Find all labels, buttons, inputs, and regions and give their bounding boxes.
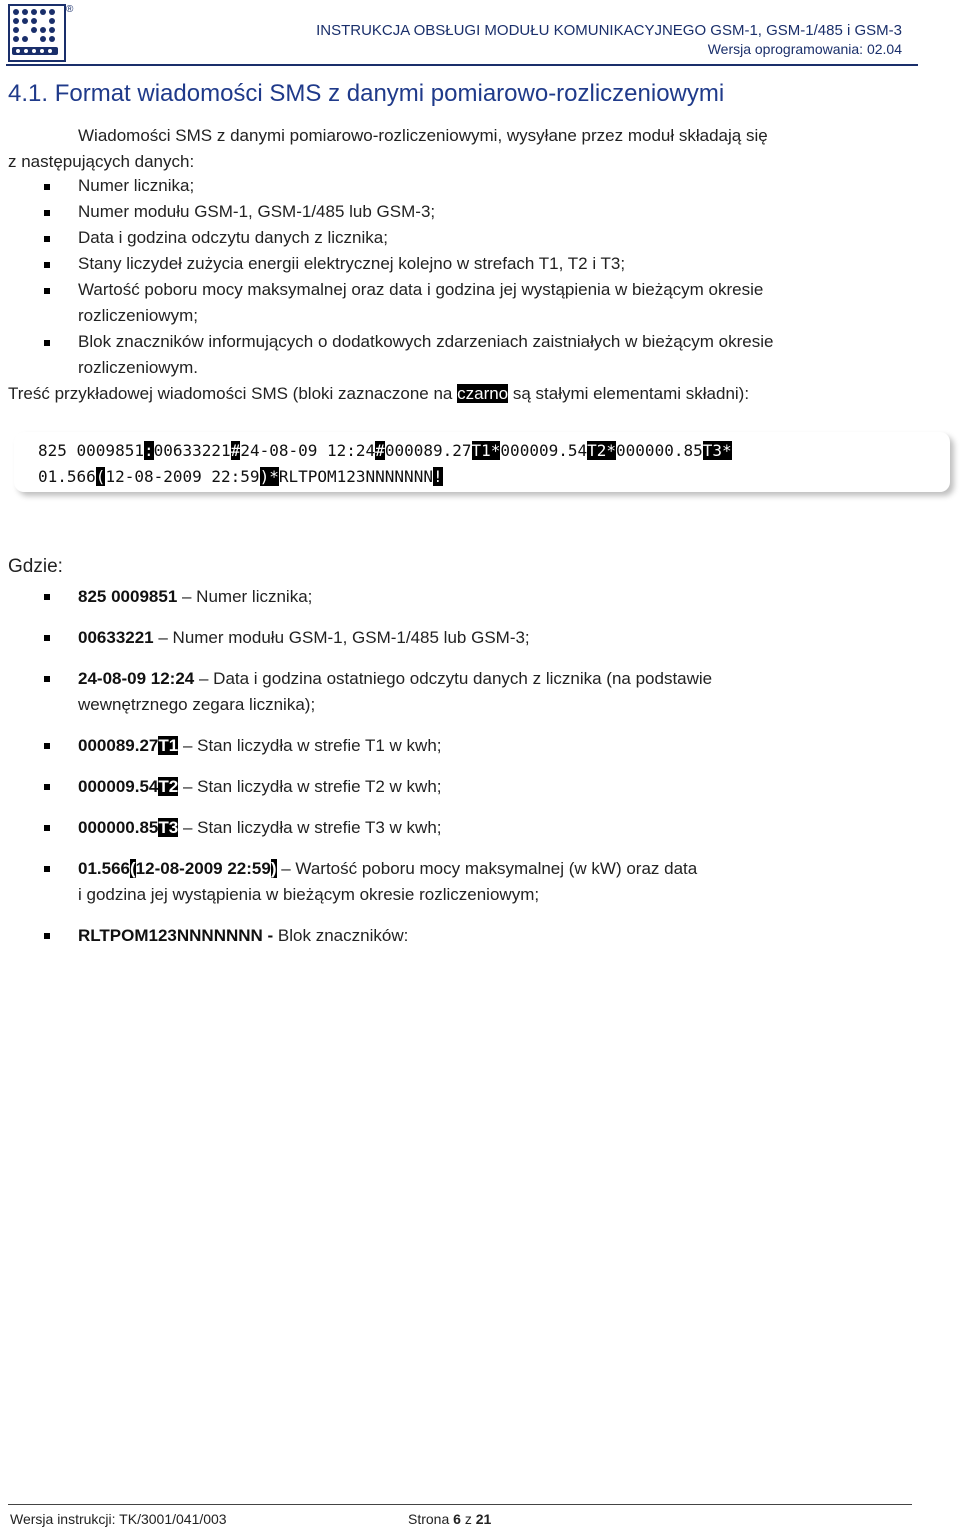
sms-max-power: 01.566 bbox=[38, 467, 96, 486]
bullet-icon bbox=[44, 210, 50, 216]
definition-key: 000000.85 bbox=[78, 818, 159, 837]
definition-text: – Stan liczydła w strefie T2 w kwh; bbox=[178, 777, 442, 796]
bullet-item-continuation: rozliczeniowym; bbox=[78, 306, 198, 325]
sms-separator: # bbox=[230, 441, 241, 460]
footer-divider bbox=[8, 1504, 912, 1505]
definition-marker: T1 bbox=[158, 736, 179, 755]
example-intro bbox=[8, 384, 749, 404]
example-intro-highlight: czarno bbox=[457, 384, 509, 403]
page-label: Strona bbox=[408, 1511, 454, 1527]
definition-item bbox=[78, 736, 442, 756]
total-pages: 21 bbox=[475, 1511, 492, 1527]
definition-marker: ) bbox=[270, 859, 277, 878]
sms-line-1 bbox=[38, 441, 732, 460]
bullet-item: Wartość poboru mocy maksymalnej oraz data i godzina jej wystąpienia w bieżącym okresie bbox=[78, 280, 764, 299]
bullet-item-continuation: rozliczeniowym. bbox=[78, 358, 198, 377]
definition-item bbox=[78, 859, 697, 879]
definition-continuation: wewnętrznego zegara licznika); bbox=[78, 695, 316, 714]
section-title: 4.1. Format wiadomości SMS z danymi pomiarowo-rozliczeniowymi bbox=[8, 80, 725, 107]
definition-key: 825 0009851 bbox=[78, 587, 178, 606]
definition-text: – Stan liczydła w strefie T3 w kwh; bbox=[178, 818, 442, 837]
bullet-icon bbox=[44, 262, 50, 268]
example-intro-before: Treść przykładowej wiadomości SMS (bloki zaznaczone na bbox=[8, 384, 458, 403]
definition-key: 24-08-09 12:24 bbox=[78, 669, 195, 688]
definition-item bbox=[78, 669, 712, 689]
bullet-icon bbox=[44, 933, 50, 939]
definition-key: 00633221 bbox=[78, 628, 154, 647]
sms-t3-marker: T3* bbox=[702, 441, 732, 460]
header-divider bbox=[6, 64, 918, 66]
sms-line-2 bbox=[38, 467, 443, 486]
definition-marker: T2 bbox=[158, 777, 179, 796]
bullet-icon bbox=[44, 340, 50, 346]
definition-text: – Wartość poboru mocy maksymalnej (w kW) oraz data bbox=[276, 859, 698, 878]
definition-item bbox=[78, 777, 442, 797]
definition-marker: ( bbox=[130, 859, 136, 878]
definition-item bbox=[78, 587, 312, 607]
bullet-item: Data i godzina odczytu danych z licznika; bbox=[78, 228, 388, 247]
sms-t1-value: 000089.27 bbox=[384, 441, 472, 460]
definition-continuation: i godzina jej wystąpienia w bieżącym okresie rozliczeniowym; bbox=[78, 885, 540, 904]
footer-instruction-version: Wersja instrukcji: TK/3001/041/003 bbox=[10, 1511, 227, 1527]
definition-key: 12-08-2009 22:59 bbox=[135, 859, 271, 878]
sms-separator: # bbox=[375, 441, 385, 460]
sms-separator: )* bbox=[259, 467, 279, 486]
logo-icon bbox=[8, 4, 66, 62]
sms-t2-value: 000009.54 bbox=[500, 441, 588, 460]
definition-key: 01.566 bbox=[78, 859, 130, 878]
definition-item bbox=[78, 818, 442, 838]
bullet-item: Blok znaczników informujących o dodatkowych zdarzeniach zaistniałych w bieżącym okresie bbox=[78, 332, 774, 351]
sms-meter-number: 825 0009851 bbox=[38, 441, 144, 460]
current-page: 6 bbox=[453, 1511, 461, 1527]
bullet-icon bbox=[44, 866, 50, 872]
footer-page-number bbox=[408, 1511, 491, 1527]
definition-text: – Data i godzina ostatniego odczytu danych z licznika (na podstawie bbox=[194, 669, 713, 688]
bullet-icon bbox=[44, 825, 50, 831]
definition-item bbox=[78, 926, 408, 946]
bullet-icon bbox=[44, 594, 50, 600]
sms-t2-marker: T2* bbox=[587, 441, 617, 460]
trademark-mark: ® bbox=[66, 4, 74, 15]
bullet-icon bbox=[44, 743, 50, 749]
bullet-icon bbox=[44, 236, 50, 242]
definition-key: 000089.27 bbox=[78, 736, 159, 755]
sms-datetime: 24-08-09 12:24 bbox=[240, 441, 376, 460]
sms-t1-marker: T1* bbox=[471, 441, 501, 460]
bullet-icon bbox=[44, 784, 50, 790]
header-title: INSTRUKCJA OBSŁUGI MODUŁU KOMUNIKACYJNEGO GSM-1, GSM-1/485 i GSM-3 bbox=[316, 22, 902, 39]
bullet-item: Numer modułu GSM-1, GSM-1/485 lub GSM-3; bbox=[78, 202, 436, 221]
bullet-icon bbox=[44, 288, 50, 294]
definition-key: 000009.54 bbox=[78, 777, 159, 796]
sms-separator: : bbox=[143, 441, 154, 460]
intro-line-2: z następujących danych: bbox=[8, 152, 195, 171]
intro-line-1: Wiadomości SMS z danymi pomiarowo-rozliczeniowymi, wysyłane przez moduł składają się bbox=[78, 126, 768, 145]
bullet-icon bbox=[44, 184, 50, 190]
definition-text: Blok znaczników: bbox=[273, 926, 409, 945]
header-version: Wersja oprogramowania: 02.04 bbox=[707, 41, 902, 57]
sms-terminator: ! bbox=[432, 467, 443, 486]
sms-max-power-datetime: 12-08-2009 22:59 bbox=[105, 467, 260, 486]
definition-text: – Numer modułu GSM-1, GSM-1/485 lub GSM-3; bbox=[153, 628, 530, 647]
sms-separator: ( bbox=[95, 467, 106, 486]
bullet-item: Stany liczydeł zużycia energii elektrycznej kolejno w strefach T1, T2 i T3; bbox=[78, 254, 626, 273]
definition-text: – Stan liczydła w strefie T1 w kwh; bbox=[178, 736, 442, 755]
definition-marker: T3 bbox=[158, 818, 179, 837]
definition-item bbox=[78, 628, 530, 648]
bullet-item: Numer licznika; bbox=[78, 176, 195, 195]
page-of: z bbox=[460, 1511, 476, 1527]
sms-flags-block: RLTPOM123NNNNNNN bbox=[278, 467, 433, 486]
definition-key: RLTPOM123NNNNNNN - bbox=[78, 926, 274, 945]
where-heading: Gdzie: bbox=[8, 556, 63, 577]
sms-module-number: 00633221 bbox=[153, 441, 231, 460]
bullet-icon bbox=[44, 676, 50, 682]
example-intro-after: są stałymi elementami składni): bbox=[508, 384, 750, 403]
bullet-icon bbox=[44, 635, 50, 641]
sms-t3-value: 000000.85 bbox=[616, 441, 703, 460]
definition-text: – Numer licznika; bbox=[177, 587, 313, 606]
